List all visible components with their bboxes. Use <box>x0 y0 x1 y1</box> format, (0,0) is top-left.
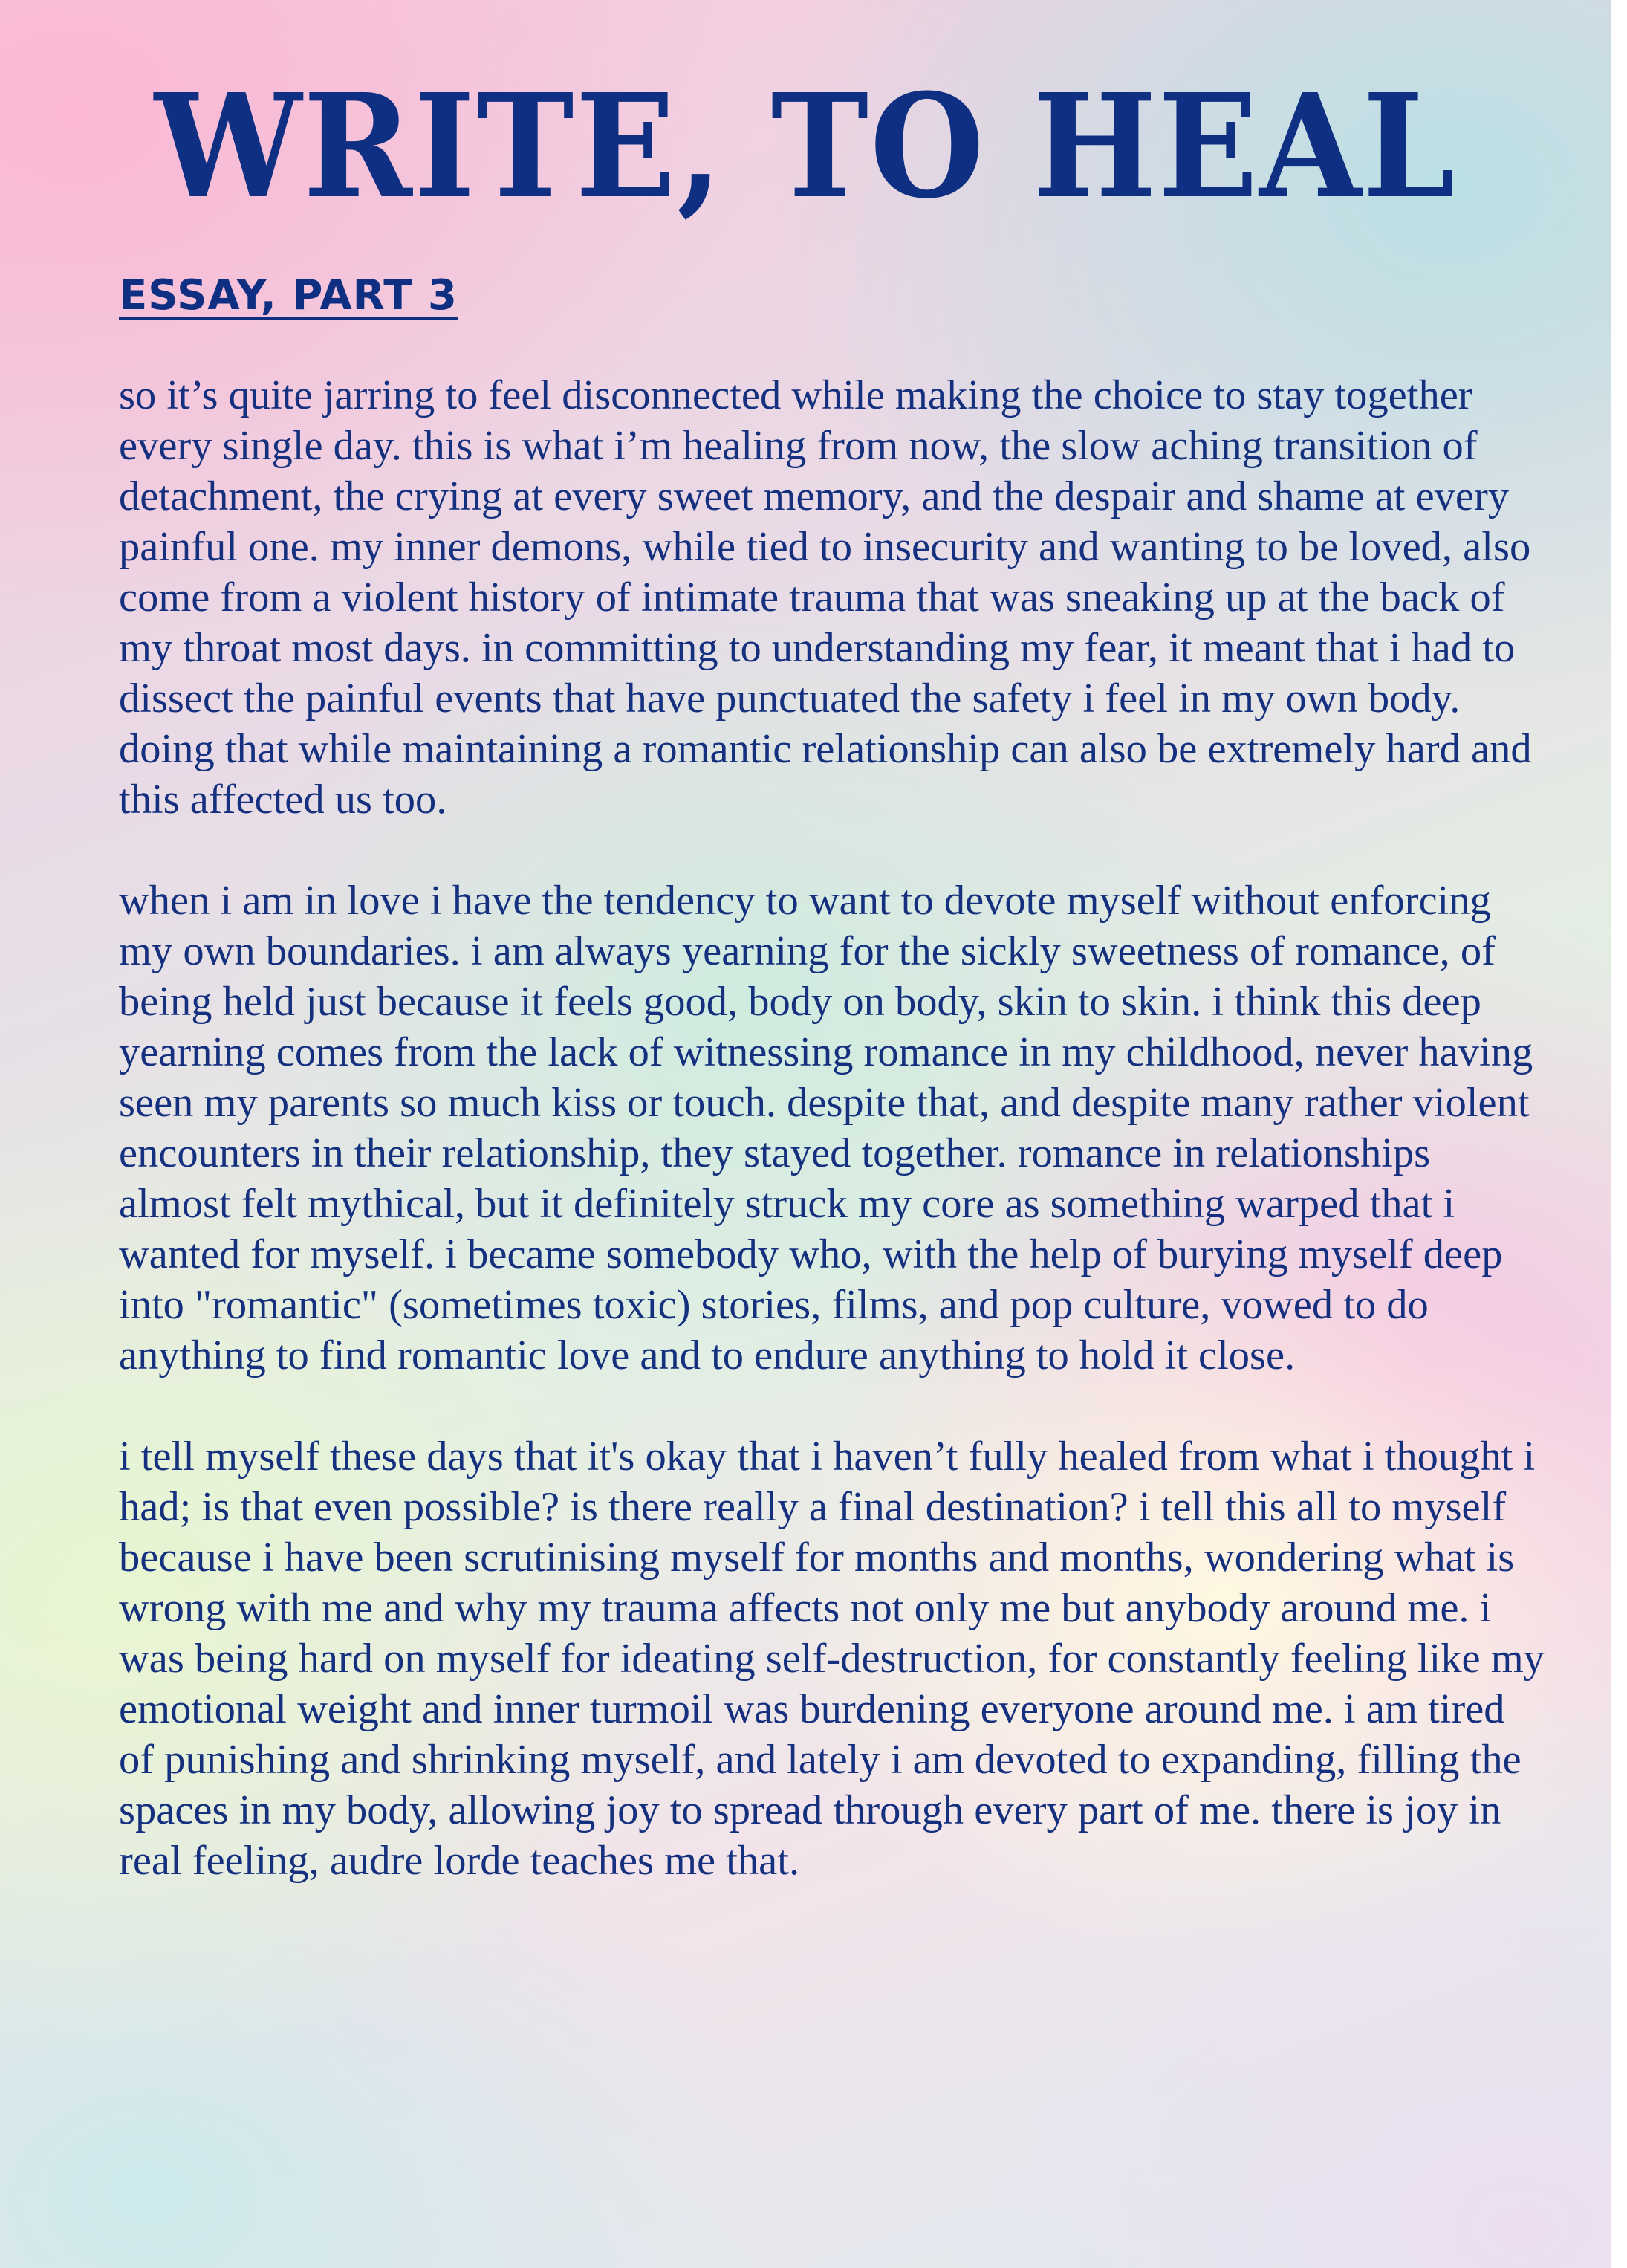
paragraph-3: i tell myself these days that it's okay that i haven’t fully healed from what i thought i had; is that even possible? is there really a final destination? i tell this all to myself because i have been scrutinising myself for months and months, wondering what is wrong with me and why my trauma affects not only me but anybody around me. i was being hard on myself for ideating self-destruction, for constantly feeling like my emotional weight and inner turmoil was burdening everyone around me. i am tired of punishing and shrinking myself, and lately i am devoted to expanding, filling the spaces in my body, allowing joy to spread through every part of me. there is joy in real feeling, audre lorde teaches me that. <box>119 1433 1545 1884</box>
page-title: WRITE, TO HEAL <box>154 63 1457 230</box>
paragraph-1: so it’s quite jarring to feel disconnected while making the choice to stay together every single day. this is what i’m healing from now, the slow aching transition of detachment, the crying at every sweet memory, and the despair and shame at every painful one. my inner demons, while tied to insecurity and wanting to be loved, also come from a violent history of intimate trauma that was sneaking up at the back of my throat most days. in committing to understanding my fear, it meant that i had to dissect the painful events that have punctuated the safety i feel in my own body. doing that while maintaining a romantic relationship can also be extremely hard and this affected us too. <box>119 372 1532 823</box>
section-heading: ESSAY, PART 3 <box>119 271 458 320</box>
paragraph-2: when i am in love i have the tendency to want to devote myself without enforcing my own boundaries. i am always yearning for the sickly sweetness of romance, of being held just because it feels good, body on body, skin to skin. i think this deep yearning comes from the lack of witnessing romance in my childhood, never having seen my parents so much kiss or touch. despite that, and despite many rather violent encounters in their relationship, they stayed together. romance in relationships almost felt mythical, but it definitely struck my core as something warped that i wanted for myself. i became somebody who, with the help of burying myself deep into "romantic" (sometimes toxic) stories, films, and pop culture, vowed to do anything to find romantic love and to endure anything to hold it close. <box>119 878 1533 1378</box>
essay-body <box>119 370 1545 1886</box>
page-edge <box>1611 0 1627 2268</box>
